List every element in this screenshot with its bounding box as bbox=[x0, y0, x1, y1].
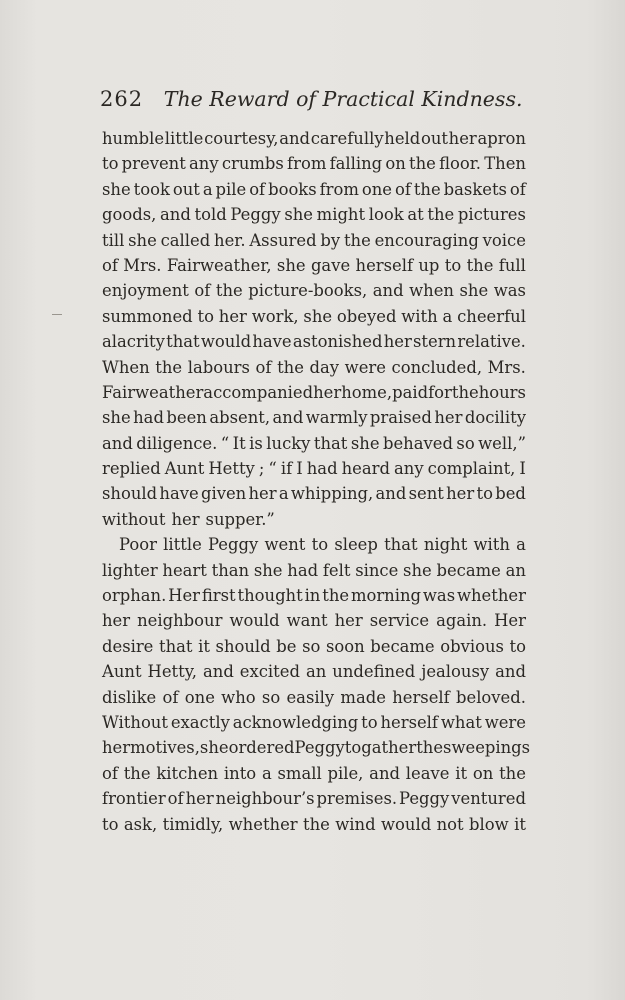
text-line: she had been absent, and warmly praised her docility bbox=[102, 408, 526, 428]
text-line: alacrity that would have astonished her stern relative. bbox=[102, 332, 526, 352]
text-line: desire that it should be so soon became obvious to bbox=[102, 636, 526, 656]
running-title: The Reward of Practical Kindness. bbox=[163, 87, 523, 111]
text-line: replied Aunt Hetty ; “ if I had heard any complaint, I bbox=[102, 459, 526, 479]
body-text bbox=[102, 126, 531, 837]
text-line: When the labours of the day were concluded, Mrs. bbox=[102, 357, 526, 377]
page-number: 262 bbox=[100, 87, 144, 111]
text-line: and diligence. “ It is lucky that she behaved so well,” bbox=[102, 433, 526, 453]
text-line: without her supper.” bbox=[102, 509, 275, 529]
text-line: should have given her a whipping, and sent her to bed bbox=[102, 484, 526, 504]
text-line: orphan. Her first thought in the morning was whether bbox=[102, 586, 526, 606]
text-line: summoned to her work, she obeyed with a cheerful bbox=[102, 306, 526, 326]
text-line: enjoyment of the picture-books, and when she was bbox=[102, 281, 526, 301]
running-head bbox=[100, 82, 530, 116]
text-line: till she called her. Assured by the encouraging voice bbox=[102, 230, 526, 250]
text-line: she took out a pile of books from one of the baskets of bbox=[102, 179, 526, 199]
text-line: Poor little Peggy went to sleep that night with a bbox=[119, 535, 526, 555]
text-line: her motives, she ordered Peggy to gather the sweepings bbox=[102, 738, 531, 758]
text-line: her neighbour would want her service again. Her bbox=[102, 611, 526, 631]
text-line: of the kitchen into a small pile, and leave it on the bbox=[102, 763, 526, 783]
text-line: to ask, timidly, whether the wind would not blow it bbox=[102, 814, 526, 834]
text-line: Fairweather accompanied her home, paid for the hours bbox=[102, 382, 526, 402]
margin-mark bbox=[52, 314, 62, 315]
text-line: goods, and told Peggy she might look at the pictures bbox=[102, 205, 526, 225]
text-line: humble little courtesy, and carefully held out her apron bbox=[102, 129, 526, 148]
text-line: Without exactly acknowledging to herself what were bbox=[102, 712, 526, 732]
text-line: Aunt Hetty, and excited an undefined jealousy and bbox=[102, 662, 526, 682]
text-line: frontier of her neighbour’s premises. Peggy ventured bbox=[102, 789, 526, 809]
text-line: of Mrs. Fairweather, she gave herself up to the full bbox=[102, 255, 526, 275]
text-line: lighter heart than she had felt since she became an bbox=[102, 560, 526, 580]
text-line: dislike of one who so easily made herself beloved. bbox=[102, 687, 526, 707]
text-line: to prevent any crumbs from falling on the floor. Then bbox=[102, 154, 526, 174]
